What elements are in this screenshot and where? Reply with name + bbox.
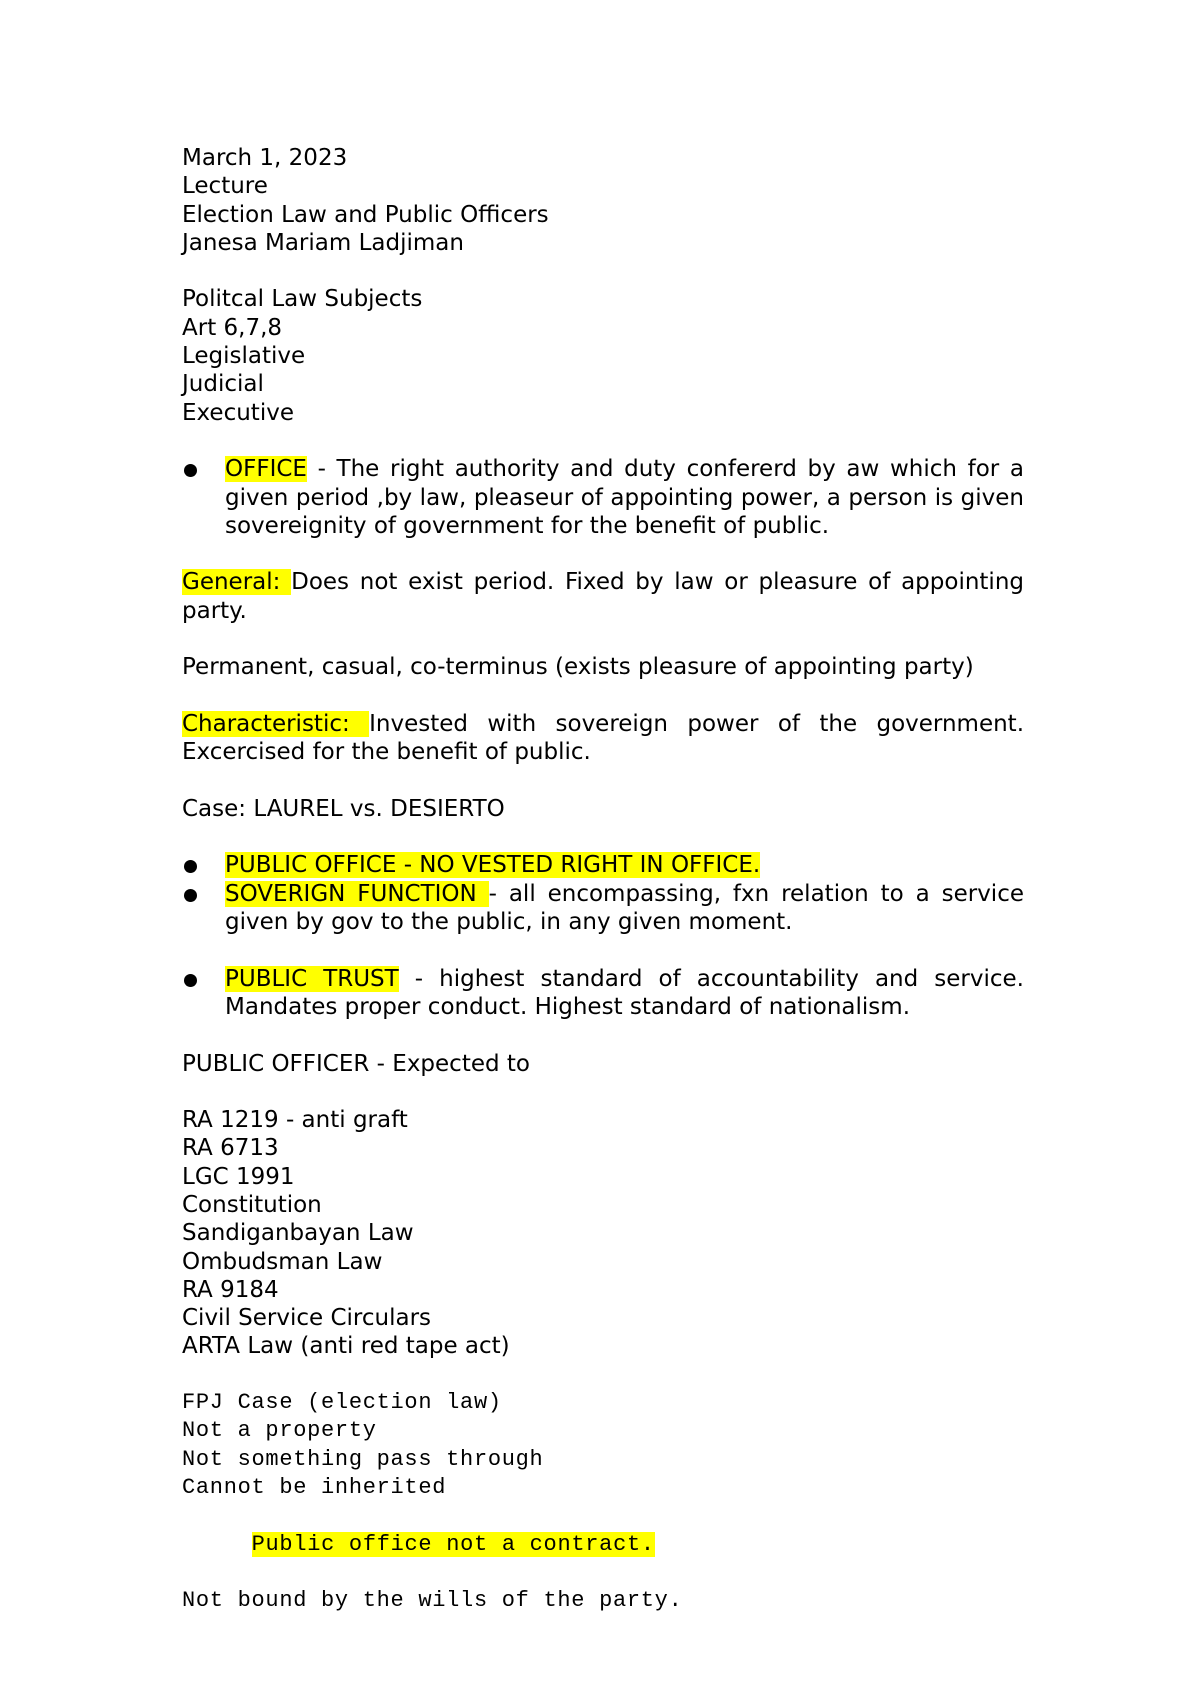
fpj-bullet (182, 1502, 1024, 1587)
characteristic-text: Invested with sovereign power of the government. Excercised for the benefit of public. (182, 710, 1025, 766)
spacer (182, 1361, 1024, 1389)
bullet-dot-icon (184, 464, 197, 477)
subject-item: Art 6,7,8 (182, 314, 283, 341)
lecture-date: March 1, 2023 (182, 145, 348, 171)
bullet-term: PUBLIC OFFICE - NO VESTED RIGHT IN OFFICE. (225, 852, 761, 879)
bullet-term: PUBLIC TRUST (225, 965, 399, 992)
permanent-line: Permanent, casual, co-terminus (exists pleasure of appointing party) (182, 654, 974, 681)
bullet-term: SOVERIGN FUNCTION (225, 880, 489, 907)
bullet-text: - highest standard of accountability and service. Mandates proper conduct. Highest standard of nationalism. (225, 965, 1024, 1020)
office-term: OFFICE (225, 456, 307, 483)
law-item: RA 1219 - anti graft (182, 1107, 408, 1134)
spacer (182, 767, 1024, 795)
law-item: RA 6713 (182, 1135, 279, 1162)
office-definition: - The right authority and duty confererd by aw which for a given period ,by law, pleaseur of appointing power, a person is given sovereignity of government for the benefit of public. (225, 456, 1024, 539)
bullet-text: - all encompassing, fxn relation to a service given by gov to the public, in any given moment. (225, 880, 1024, 936)
case-line: Case: LAUREL vs. DESIERTO (182, 795, 505, 822)
lecture-type: Lecture (182, 173, 268, 200)
law-item: LGC 1991 (182, 1163, 295, 1190)
law-item: Civil Service Circulars (182, 1305, 432, 1332)
lecture-subject: Election Law and Public Officers (182, 201, 549, 228)
law-item: RA 9184 (182, 1276, 279, 1303)
fpj-bullet-text: Public office not a contract. (251, 1531, 655, 1557)
bullet-dot-icon (184, 860, 197, 873)
characteristic-paragraph (182, 710, 1024, 767)
subject-item: Judicial (182, 371, 264, 398)
lecture-author: Janesa Mariam Ladjiman (182, 229, 464, 256)
spacer (182, 540, 1024, 568)
subject-item: Executive (182, 399, 294, 426)
spacer (182, 1021, 1024, 1049)
bullet-public-office (182, 851, 1024, 879)
spacer (182, 682, 1024, 710)
bullet-sovereign-function (182, 880, 1024, 937)
spacer (182, 427, 1024, 455)
bullet-dot-icon (184, 889, 197, 902)
spacer (182, 823, 1024, 851)
bullet-public-trust (182, 965, 1024, 1022)
spacer (182, 625, 1024, 653)
spacer (182, 257, 1024, 285)
office-bullet (182, 455, 1024, 540)
subject-item: Legislative (182, 343, 306, 370)
fpj-line: Cannot be inherited (182, 1474, 447, 1500)
fpj-line: FPJ Case (election law) (182, 1390, 502, 1416)
law-item: ARTA Law (anti red tape act) (182, 1333, 510, 1360)
fpj-line: Not something pass through (182, 1446, 544, 1472)
law-item: Ombudsman Law (182, 1248, 383, 1275)
spacer (182, 936, 1024, 964)
fpj-last-line: Not bound by the wills of the party. (182, 1588, 683, 1614)
spacer (182, 1078, 1024, 1106)
public-officer-line: PUBLIC OFFICER - Expected to (182, 1050, 530, 1077)
general-label: General: (182, 569, 292, 596)
law-item: Sandiganbayan Law (182, 1220, 414, 1247)
fpj-line: Not a property (182, 1418, 377, 1444)
bullet-dot-icon (184, 974, 197, 987)
general-text: Does not exist period. Fixed by law or pleasure of appointing party. (182, 569, 1024, 624)
law-item: Constitution (182, 1191, 322, 1218)
subjects-title: Politcal Law Subjects (182, 286, 423, 313)
characteristic-label: Characteristic: (182, 710, 370, 737)
general-paragraph (182, 568, 1024, 625)
